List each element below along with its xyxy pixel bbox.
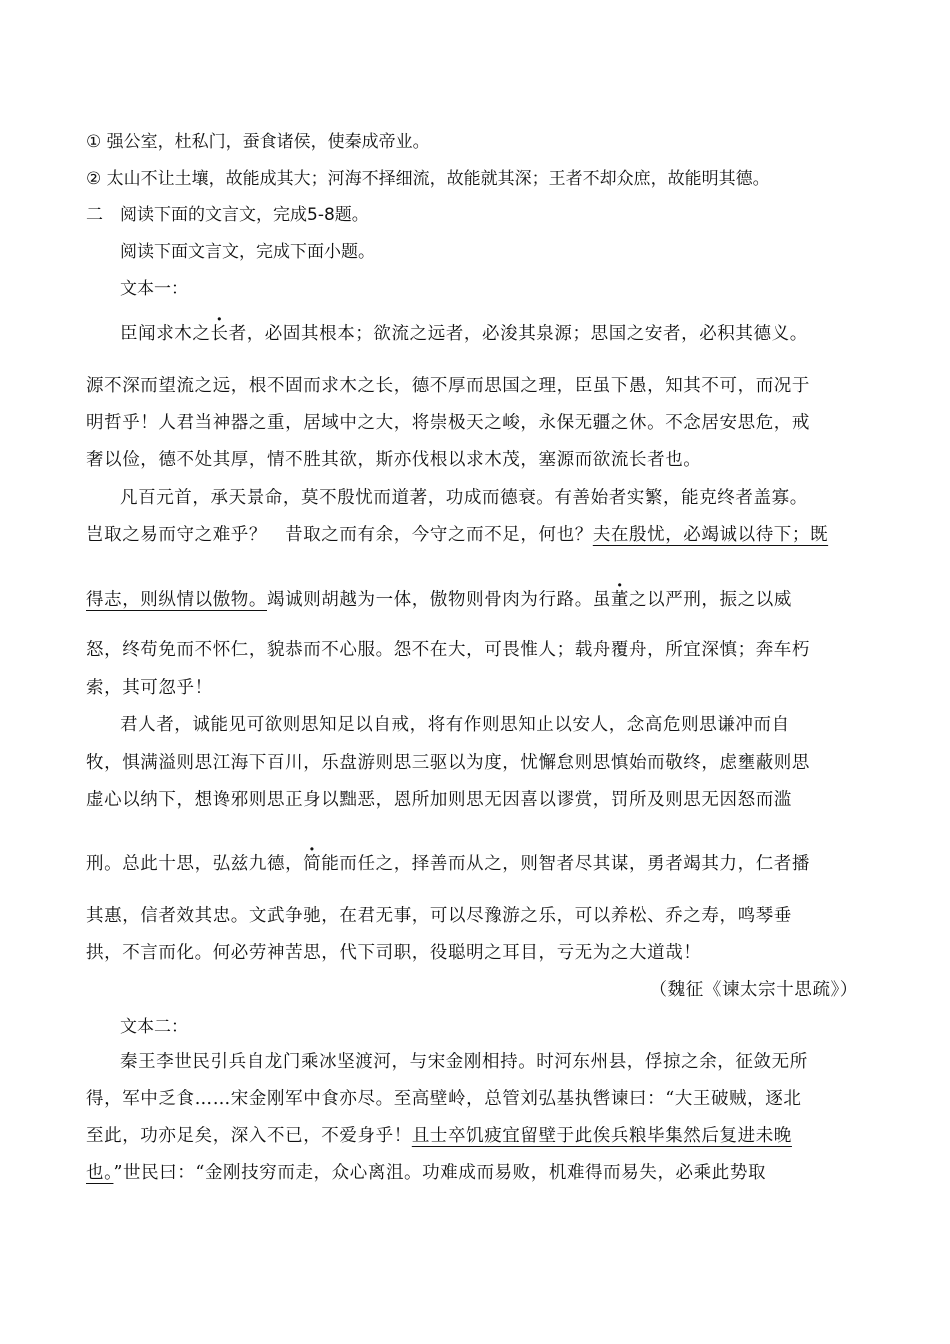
text-two-label: 文本二： xyxy=(120,1017,188,1037)
p2-line-e: 索，其可忽乎！ xyxy=(86,678,213,698)
underlined-sentence-1b: 得志，则纵情以傲物。 xyxy=(86,590,267,610)
p3-line-c: 虚心以纳下，想谗邪则思正身以黜恶，恩所加则思无因喜以谬赏，罚所及则思无因怒而滥 xyxy=(86,790,792,810)
underlined-sentence-2a: 且士卒饥疲宜留壁于此俟兵粮毕集然后复进未晚 xyxy=(411,1126,792,1146)
p1a-post: 者，必固其根本；欲流之远者，必浚其泉源；思国之安者，必积其德义。 xyxy=(228,324,808,344)
p3-line-a: 君人者，诚能见可欲则思知足以自戒，将有作则思知止以安人，念高危则思谦冲而自 xyxy=(120,715,790,735)
p1-line-a xyxy=(120,322,808,346)
p4-line-c xyxy=(86,1124,792,1148)
p4c-pre: 至此，功亦足矣，深入不已，不爱身乎！ xyxy=(86,1126,412,1146)
dotted-char: 长 xyxy=(210,324,229,344)
underlined-sentence-2b: 也。 xyxy=(86,1163,114,1183)
p2c-mid: 竭诚则胡越为一体，傲物则骨肉为行路。虽 xyxy=(267,590,611,610)
p2-line-d: 怒，终苟免而不怀仁，貌恭而不心服。怨不在大，可畏惟人；载舟覆舟，所宜深慎；奔车朽 xyxy=(86,640,810,660)
dotted-char: 董 xyxy=(610,590,630,610)
p4-line-a: 秦王李世民引兵自龙门乘冰坚渡河，与宋金刚相持。时河东州县，俘掠之余，征敛无所 xyxy=(120,1052,808,1072)
line-1: ① 强公室，杜私门，蚕食诸侯，使秦成帝业。 xyxy=(86,132,430,152)
p2c-post: 之以严刑，振之以威 xyxy=(629,590,792,610)
underlined-sentence-1a: 夫在殷忧，必竭诚以待下；既 xyxy=(592,525,829,545)
line-2: ② 太山不让土壤，故能成其大；河海不择细流，故能就其深；王者不却众庶，故能明其德。 xyxy=(86,169,770,189)
p1-line-c: 明哲乎！人君当神器之重，居域中之大，将崇极天之峻，永保无疆之休。不念居安思危，戒 xyxy=(86,413,810,433)
text-one-label: 文本一： xyxy=(120,279,188,299)
p3-line-f: 拱，不言而化。何必劳神苦思，代下司职，役聪明之耳目，亏无为之大道哉！ xyxy=(86,943,702,963)
p3-line-b: 牧，惧满溢则思江海下百川，乐盘游则思三驱以为度，忧懈怠则思慎始而敬终，虑壅蔽则思 xyxy=(86,753,810,773)
p4-line-b: 得，军中乏食……宋金刚军中食亦尽。至高壁岭，总管刘弘基执辔谏曰：“大王破贼，逐北 xyxy=(86,1089,802,1109)
p2b-pre: 岂取之易而守之难乎？ 昔取之而有余，今守之而不足，何也？ xyxy=(86,525,593,545)
p3-line-e: 其惠，信者效其忠。文武争驰，在君无事，可以尽豫游之乐，可以养松、乔之寿，鸣琴垂 xyxy=(86,906,792,926)
p1-line-b: 源不深而望流之远，根不固而求木之长，德不厚而思国之理，臣虽下愚，知其不可，而况于 xyxy=(86,376,810,396)
p4d-post: ”世民曰：“金刚技穷而走，众心离沮。功难成而易败，机难得而易失，必乘此势取 xyxy=(113,1163,767,1183)
instruction: 阅读下面文言文，完成下面小题。 xyxy=(120,242,375,262)
p3d-pre: 刑。总此十思，弘兹九德， xyxy=(86,854,304,874)
p2-line-b xyxy=(86,523,828,547)
dotted-char: 简 xyxy=(303,854,322,874)
p2-line-a: 凡百元首，承天景命，莫不殷忧而道著，功成而德衰。有善始者实繁，能克终者盖寡。 xyxy=(120,488,808,508)
section-heading: 二 阅读下面的文言文，完成5-8题。 xyxy=(86,205,369,225)
p1-line-d: 奢以俭，德不处其厚，情不胜其欲，斯亦伐根以求木茂，塞源而欲流长者也。 xyxy=(86,450,702,470)
source-citation: （魏征《谏太宗十思疏》） xyxy=(649,980,858,1000)
p2-line-c xyxy=(86,588,792,612)
p3-line-d xyxy=(86,852,810,876)
p4-line-d xyxy=(86,1161,766,1185)
p3d-post: 能而任之，择善而从之，则智者尽其谋，勇者竭其力，仁者播 xyxy=(321,854,811,874)
p1a-pre: 臣闻求木之 xyxy=(120,324,211,344)
